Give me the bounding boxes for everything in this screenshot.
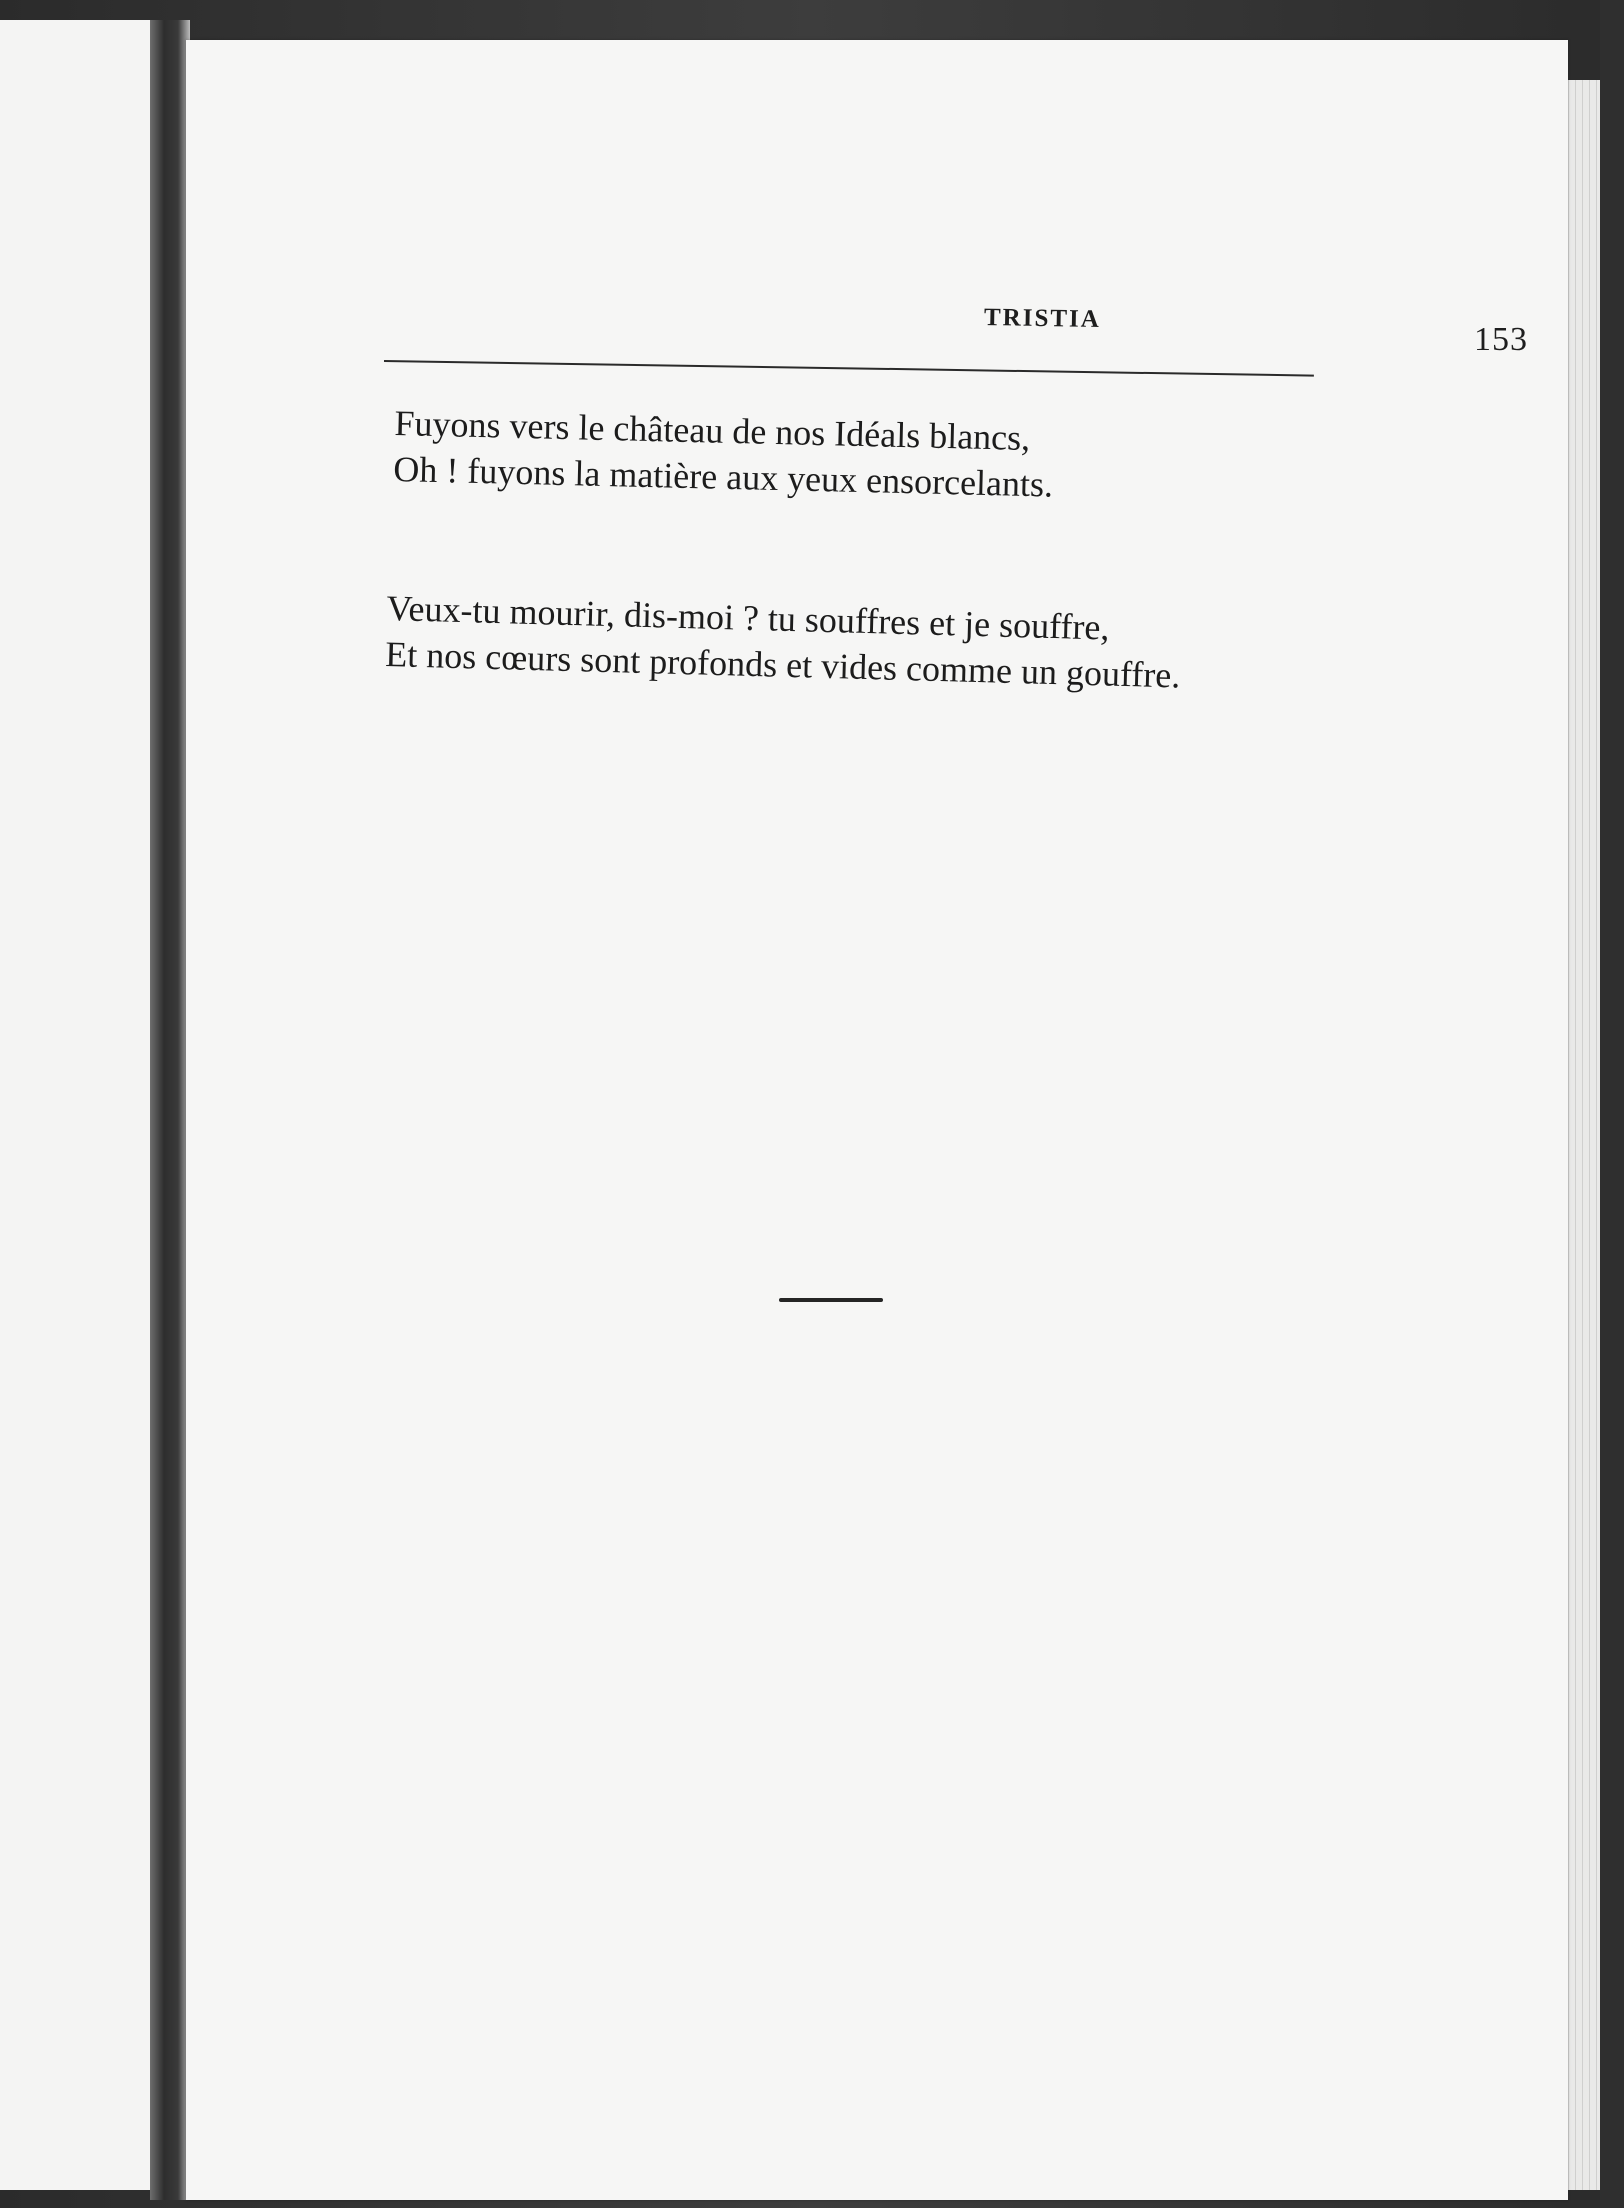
header-rule [384,360,1314,377]
page-number: 153 [1474,321,1528,358]
book-page [186,40,1568,2200]
running-head-title: TRISTIA [983,303,1102,334]
verse-line: Fuyons vers le château de nos Idéals blancs, [394,403,1031,458]
scan-edge-right [1600,0,1624,2208]
verse-line: Oh ! fuyons la matière aux yeux ensorcelants. [392,448,1054,505]
stanza [393,400,1055,508]
running-head [384,265,1528,358]
end-of-poem-rule [779,1298,883,1302]
verse-line: Veux-tu mourir, dis-moi ? tu souffres et je souffre, [386,588,1110,648]
book-gutter [150,20,190,2200]
stanza [385,585,1182,698]
facing-page-left [0,20,162,2190]
verse-line: Et nos cœurs sont profonds et vides comme un gouffre. [384,633,1181,696]
